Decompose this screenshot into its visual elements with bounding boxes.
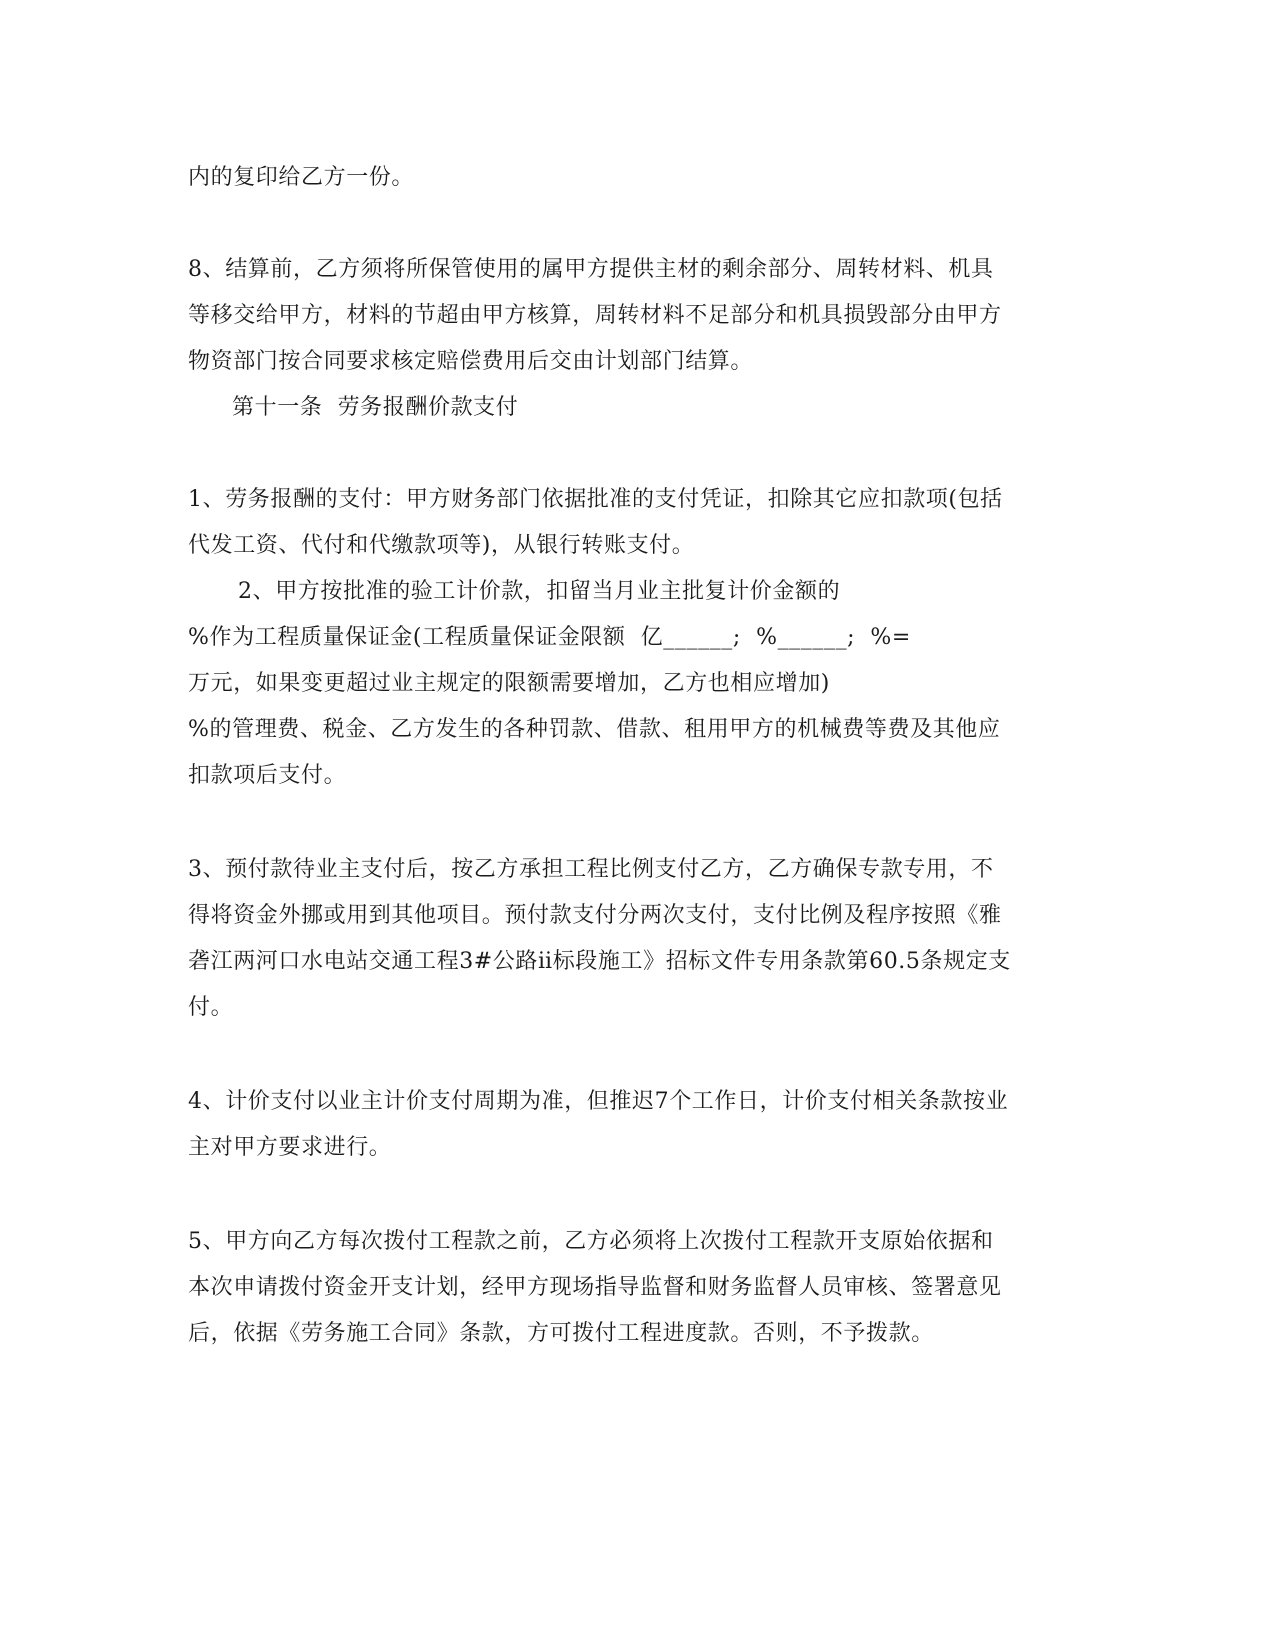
text-line: 8、结算前，乙方须将所保管使用的属甲方提供主材的剩余部分、周转材料、机具 bbox=[188, 257, 994, 282]
text-line: 内的复印给乙方一份。 bbox=[188, 165, 415, 190]
text-line: 3、预付款待业主支付后，按乙方承担工程比例支付乙方，乙方确保专款专用，不 bbox=[188, 857, 994, 882]
text-line: %的管理费、税金、乙方发生的各种罚款、借款、租用甲方的机械费等费及其他应 bbox=[188, 717, 1001, 742]
text-line: 4、计价支付以业主计价支付周期为准，但推迟7个工作日，计价支付相关条款按业 bbox=[188, 1089, 1009, 1114]
section-heading: 第十一条 劳务报酬价款支付 bbox=[232, 395, 519, 420]
text-line: 万元，如果变更超过业主规定的限额需要增加，乙方也相应增加) bbox=[188, 671, 830, 696]
text-line: 后，依据《劳务施工合同》条款，方可拨付工程进度款。否则，不予拨款。 bbox=[188, 1321, 934, 1346]
text-line: 物资部门按合同要求核定赔偿费用后交由计划部门结算。 bbox=[188, 349, 754, 374]
text-line: 等移交给甲方，材料的节超由甲方核算，周转材料不足部分和机具损毁部分由甲方 bbox=[188, 303, 1002, 328]
text-line: 主对甲方要求进行。 bbox=[188, 1135, 392, 1160]
text-line: 1、劳务报酬的支付：甲方财务部门依据批准的支付凭证，扣除其它应扣款项(包括 bbox=[188, 487, 1003, 512]
text-line: 2、甲方按批准的验工计价款，扣留当月业主批复计价金额的 bbox=[238, 579, 841, 604]
text-line: 得将资金外挪或用到其他项目。预付款支付分两次支付，支付比例及程序按照《雅 bbox=[188, 903, 1002, 928]
text-line: 5、甲方向乙方每次拨付工程款之前，乙方必须将上次拨付工程款开支原始依据和 bbox=[188, 1229, 994, 1254]
text-line: 本次申请拨付资金开支计划，经甲方现场指导监督和财务监督人员审核、签署意见 bbox=[188, 1275, 1002, 1300]
text-line: 扣款项后支付。 bbox=[188, 763, 347, 788]
text-line: %作为工程质量保证金(工程质量保证金限额 亿______; %______; %= bbox=[188, 625, 911, 650]
text-line: 代发工资、代付和代缴款项等)，从银行转账支付。 bbox=[188, 533, 695, 558]
text-line: 砻江两河口水电站交通工程3#公路ⅱ标段施工》招标文件专用条款第60.5条规定支 bbox=[188, 949, 1011, 974]
text-line: 付。 bbox=[188, 995, 234, 1020]
